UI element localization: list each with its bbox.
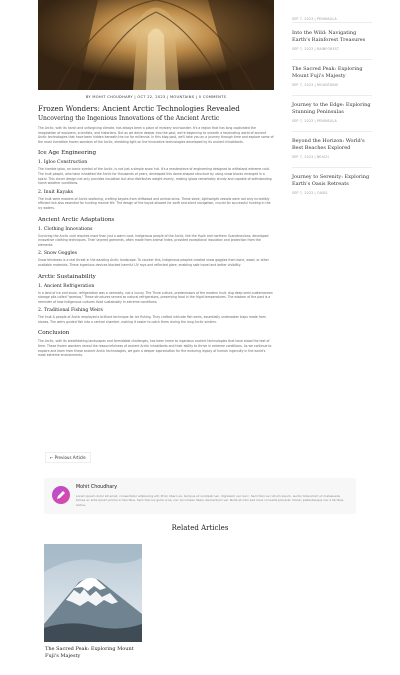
avatar <box>52 486 70 504</box>
sidebar-post[interactable] <box>292 66 372 87</box>
subsection-heading: 1. Clothing Innovations <box>38 226 93 232</box>
related-article-title[interactable]: The Sacred Peak: Exploring Mount Fuji's Majesty <box>45 646 134 659</box>
author-bio: Lorem ipsum dolor sit amet, consectetur adipiscing elit. Proin libero ex, tempus ut volutpat nec, dignissim vel nunc. Sed rhoncus rutrum ipsum, auctor bibendum ut malesuada fames ac ante ipsum primis in faucibus. Sed rhoncus gulla urna, nec accumsan libero elementum vel. Nulla et odio sed risus convallis placerat. Donec pellentesque nec a facilisis lectus. <box>76 494 344 507</box>
author-name[interactable]: Mohit Choudhary <box>76 485 118 490</box>
previous-article-link[interactable]: ← Previous Article <box>45 452 91 463</box>
article <box>38 0 274 362</box>
subsection-heading: 2. Traditional Fishing Weirs <box>38 308 103 314</box>
paragraph: In a land of ice and snow, refrigeration was a necessity, not a luxury. The Thule culture, predecessors of the modern Inuit, dug deep semi-subterranean storage pits called "qarmaq." These structures served as natural refrigerators, preserving food in the frigid temperatures. The wisdom of the past is a reminder of how Indigenous cultures lived sustainably in extreme conditions. <box>38 290 273 304</box>
sidebar-post-date: SEP 7, 2023 | PENINSULA <box>292 17 337 21</box>
hero-image <box>38 0 274 90</box>
subsection-heading: 1. Igloo Construction <box>38 160 88 166</box>
sidebar-post[interactable] <box>292 30 372 51</box>
divider <box>292 167 372 168</box>
post-meta: BY MOHIT CHOUDHARY | OCT 22, 2023 | MOUNTAINS | 0 COMMENTS <box>85 95 227 99</box>
related-article-image[interactable] <box>44 544 142 642</box>
related-heading: Related Articles <box>171 524 229 532</box>
section-heading: Arctic Sustainability <box>38 273 96 280</box>
divider <box>292 59 372 60</box>
sidebar-post[interactable] <box>292 174 372 195</box>
intro-paragraph: The Arctic, with its harsh and unforgiving climate, has always been a place of mystery and wonder. It's a region that has long captivated the imagination of explorers, scientists, and historians. But as we delve deeper into the past, we're beginning to unearth a fascinating world of ancient Arctic technologies that have been hidden beneath the ice for millennia. In this blog post, we'll take you on a journey through time and explore some of the most incredible frozen wonders of the Arctic, shedding light on the innovative technologies developed by its ancient inhabitants. <box>38 126 274 144</box>
paragraph: The humble igloo, an iconic symbol of the Arctic, is not just a simple snow hut. It's a masterpiece of engineering designed to withstand extreme cold. The Inuit people, who have inhabited the Arctic for thousands of years, developed this dome-shaped structure by using snow blocks arranged in a spiral. This clever design not only provides insulation but also distributes weight evenly, making igloos remarkably sturdy and capable of withstanding harsh weather conditions. <box>38 167 272 186</box>
sidebar-post-date: SEP 7, 2023 | BEACH <box>292 155 329 159</box>
sidebar-post-date: SEP 7, 2023 | MOUNTAINS <box>292 83 339 87</box>
paragraph: The Inuit & people of Arctic employed a brilliant technique for ice fishing. They crafted intricate fish weirs, essentially underwater traps made from stones. The weirs guided fish into a central chamber, making it easier to catch them during the long Arctic winters. <box>38 315 266 324</box>
section-heading: Ice Age Engineering <box>38 150 97 157</box>
sidebar-post-title[interactable]: The Sacred Peak: Exploring Mount Fuji's Majesty <box>292 66 363 79</box>
subsection-heading: 2. Snow Goggles <box>38 251 77 257</box>
paragraph: Snow blindness is a real threat in the dazzling Arctic landscape. To counter this, Indigenous peoples created snow goggles from bone, wood, or other available materials. These ingenious devices blocked harmful UV rays and reflected glare, enabling safe travel and better visibility. <box>38 258 269 267</box>
paragraph: Surviving the Arctic cold requires more than just a warm coat. Indigenous people of the Arctic, like the Yupik and northern Scandinavians, developed innovative clothing techniques. Their layered garments, often made from animal hides, provided exceptional insulation and protection from the elements. <box>38 233 269 247</box>
section-heading: Conclusion <box>38 330 70 337</box>
divider <box>292 95 372 96</box>
sidebar-post-date: SEP 7, 2023 | PENINSULA <box>292 119 337 123</box>
divider <box>292 131 372 132</box>
divider <box>292 22 372 23</box>
sidebar-post-title[interactable]: Journey to Serenity: Exploring Earth's Oasis Retreats <box>292 174 370 187</box>
post-subtitle: Uncovering the Ingenious Innovations of the Ancient Arctic <box>38 115 220 122</box>
subsection-heading: 1. Ancient Refrigeration <box>38 283 95 289</box>
sidebar-post-date: SEP 7, 2023 | OASIS <box>292 191 328 195</box>
sidebar-post-title[interactable]: Into the Wild: Navigating Earth's Rainforest Treasures <box>292 30 366 43</box>
section-heading: Ancient Arctic Adaptations <box>38 216 115 223</box>
sidebar-post-title[interactable]: Journey to the Edge: Exploring Stunning Peninsulas <box>292 102 371 115</box>
sidebar-post-date: SEP 7, 2023 | RAINFOREST <box>292 47 340 51</box>
paragraph: The Arctic, with its breathtaking landscapes and formidable challenges, has been home to ingenious ancient technologies that have stood the test of time. These frozen wonders reveal the resourcefulness of ancient Arctic inhabitants and their ability to thrive in extreme conditions. As we continue to explore and learn from these ancient Arctic technologies, we gain a deeper appreciation for the enduring legacy of human ingenuity in the world's most extreme environments. <box>38 339 272 358</box>
subsection-heading: 2. Inuit Kayaks <box>38 189 73 195</box>
author-box <box>44 478 356 514</box>
sidebar-post-title[interactable]: Beyond the Horizon: World's Best Beaches Explored <box>292 138 365 151</box>
sidebar-post[interactable] <box>292 102 372 123</box>
paragraph: The Inuit were masters of Arctic seafaring, crafting kayaks from driftwood and animal skins. These sleek, lightweight vessels were not only incredibly efficient but also essential for hunting marine life. The design of the kayak allowed for swift and silent navigation, crucial for successful hunting in the icy waters. <box>38 196 271 210</box>
sidebar-post[interactable] <box>292 138 372 159</box>
post-title: Frozen Wonders: Ancient Arctic Technologies Revealed <box>38 104 240 113</box>
sidebar-post[interactable] <box>292 0 372 6</box>
pen-icon <box>56 490 66 500</box>
